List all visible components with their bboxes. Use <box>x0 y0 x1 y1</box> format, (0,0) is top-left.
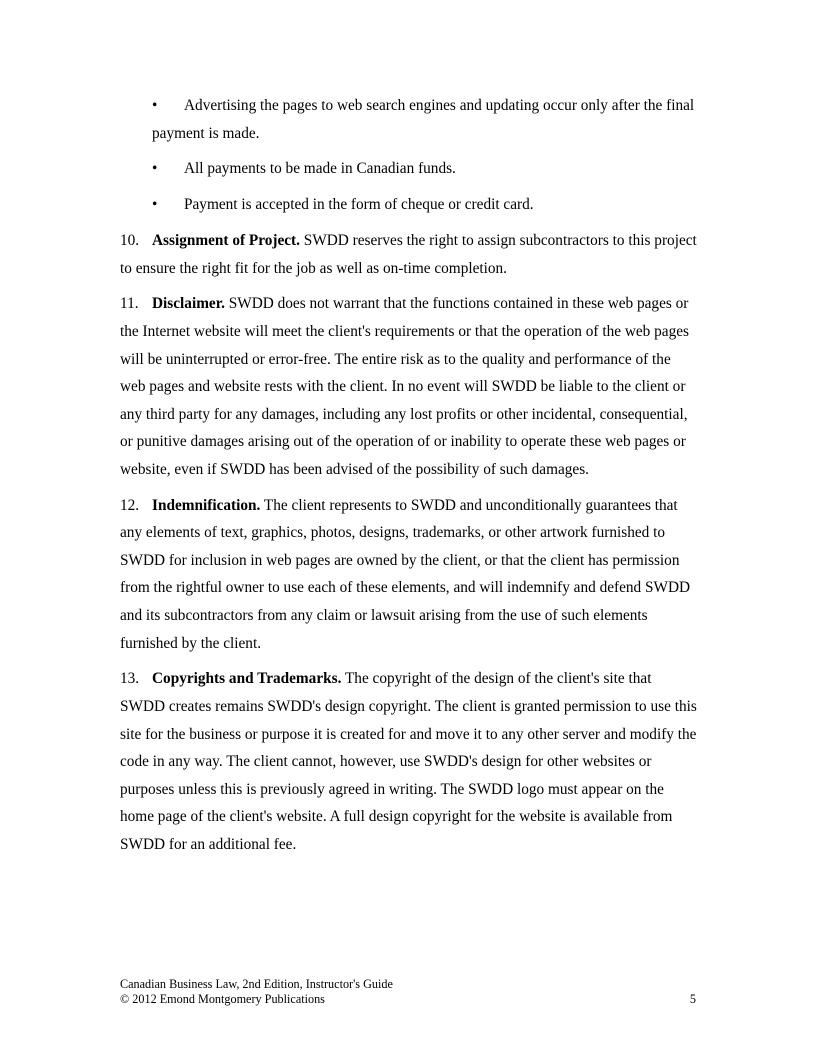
page-footer <box>120 977 696 1007</box>
section-number: 11. <box>120 295 139 313</box>
document-body <box>120 92 698 867</box>
section-heading: Indemnification. <box>152 496 261 514</box>
section-disclaimer <box>120 290 698 483</box>
section-assignment-of-project <box>120 227 698 282</box>
section-number: 13. <box>120 670 140 688</box>
bullet-text: Advertising the pages to web search engines and updating occur only after the final payment is made. <box>152 97 695 142</box>
footer-copyright-line <box>120 992 696 1007</box>
section-copyrights-and-trademarks <box>120 665 698 858</box>
section-text: SWDD does not warrant that the functions contained in these web pages or the Internet website will meet the client's requirements or that the operation of the web pages will be uninterrupted or error-free. The entire risk as to the quality and performance of the web pages and website rests with the client. In no event will SWDD be liable to the client or any third party for any damages, including any lost profits or other incidental, consequential, or punitive damages arising out of the operation of or inability to operate these web pages or website, even if SWDD has been advised of the possibility of such damages. <box>120 295 689 478</box>
section-number: 12. <box>120 496 140 514</box>
section-heading: Assignment of Project. <box>152 231 300 249</box>
bullet-text: Payment is accepted in the form of cheque or credit card. <box>184 196 534 214</box>
footer-book-title: Canadian Business Law, 2nd Edition, Instructor's Guide <box>120 977 393 991</box>
section-indemnification <box>120 492 698 658</box>
section-heading: Copyrights and Trademarks. <box>152 670 342 688</box>
bullet-item <box>152 92 698 147</box>
page-number: 5 <box>689 992 696 1006</box>
bullet-icon: • <box>152 196 158 214</box>
footer-copyright: © 2012 Emond Montgomery Publications <box>120 992 325 1006</box>
bullet-item <box>152 191 698 219</box>
section-text: The copyright of the design of the client's site that SWDD creates remains SWDD's design copyright. The client is granted permission to use this site for the business or purpose it is created for and move it to any other server and modify the code in any way. The client cannot, however, use SWDD's design for other websites or purposes unless this is previously agreed in writing. The SWDD logo must appear on the home page of the client's website. A full design copyright for the website is available from SWDD for an additional fee. <box>120 670 697 853</box>
section-text: SWDD reserves the right to assign subcontractors to this project to ensure the right fit for the job as well as on-time completion. <box>120 231 697 277</box>
bullet-text: All payments to be made in Canadian funds. <box>184 160 456 178</box>
bullet-icon: • <box>152 97 158 114</box>
section-number: 10. <box>120 231 140 249</box>
section-heading: Disclaimer. <box>152 295 225 313</box>
section-text: The client represents to SWDD and unconditionally guarantees that any elements of text, graphics, photos, designs, trademarks, or other artwork furnished to SWDD for inclusion in web pages are owned by the client, or that the client has permission from the rightful owner to use each of these elements, and will indemnify and defend SWDD and its subcontractors from any claim or lawsuit arising from the use of such elements furnished by the client. <box>120 496 691 652</box>
bullet-icon: • <box>152 160 158 178</box>
bullet-item <box>152 155 698 183</box>
